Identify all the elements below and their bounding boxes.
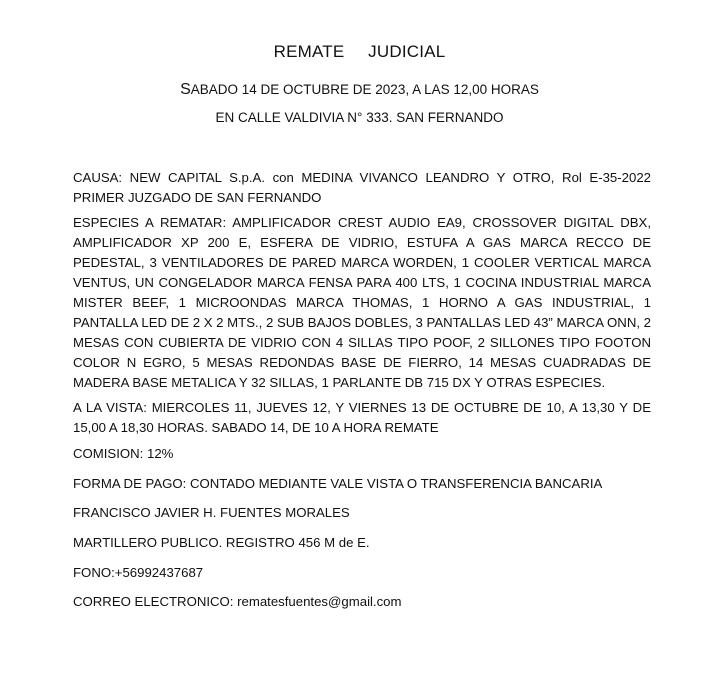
auctioneer-name: FRANCISCO JAVIER H. FUENTES MORALES bbox=[73, 505, 350, 520]
auction-date-text: ABADO 14 DE OCTUBRE DE 2023, A LAS 12,00 HORAS bbox=[190, 82, 539, 97]
email-line: CORREO ELECTRONICO: rematesfuentes@gmail.com bbox=[73, 594, 402, 609]
payment-method-line: FORMA DE PAGO: CONTADO MEDIANTE VALE VISTA O TRANSFERENCIA BANCARIA bbox=[73, 476, 603, 491]
auction-address: EN CALLE VALDIVIA N° 333. SAN FERNANDO bbox=[215, 110, 504, 125]
auction-date-initial: S bbox=[180, 81, 191, 98]
auction-date bbox=[0, 81, 719, 99]
especies-paragraph: ESPECIES A REMATAR: AMPLIFICADOR CREST AUDIO EA9, CROSSOVER DIGITAL DBX, AMPLIFICADOR XP 200 E, ESFERA DE VIDRIO, ESTUFA A GAS MARCA RECCO DE PEDESTAL, 3 VENTILADORES DE PARED MARCA WORDEN, 1 COOLER VERTICAL MARCA VENTUS, UN CONGELADOR MARCA FENSA PARA 400 LTS, 1 COCINA INDUSTRIAL MARCA MISTER BEEF, 1 MICROONDAS MARCA THOMAS, 1 HORNO A GAS INDUSTRIAL, 1 PANTALLA LED DE 2 X 2 MTS., 2 SUB BAJOS DOBLES, 3 PANTALLAS LED 43” MARCA ONN, 2 MESAS CON CUBIERTA DE VIDRIO CON 4 SILLAS TIPO POOF, 2 SILLONES TIPO FOOTON COLOR N EGRO, 5 MESAS REDONDAS BASE DE FIERRO, 14 MESAS CUADRADAS DE MADERA BASE METALICA Y 32 SILLAS, 1 PARLANTE DB 715 DX Y OTRAS ESPECIES. bbox=[73, 215, 652, 390]
auctioneer-registry: MARTILLERO PUBLICO. REGISTRO 456 M de E. bbox=[73, 535, 370, 550]
viewing-schedule-paragraph: A LA VISTA: MIERCOLES 11, JUEVES 12, Y VIERNES 13 DE OCTUBRE DE 10, A 13,30 Y DE 15,00 A 18,30 HORAS. SABADO 14, DE 10 A HORA REMATE bbox=[73, 400, 651, 435]
phone-line: FONO:+56992437687 bbox=[73, 565, 204, 580]
causa-paragraph: CAUSA: NEW CAPITAL S.p.A. con MEDINA VIVANCO LEANDRO Y OTRO, Rol E-35-2022 PRIMER JUZGADO DE SAN FERNANDO bbox=[73, 170, 651, 205]
commission-line: COMISION: 12% bbox=[73, 446, 174, 461]
document-title: REMATE JUDICIAL bbox=[273, 42, 446, 61]
